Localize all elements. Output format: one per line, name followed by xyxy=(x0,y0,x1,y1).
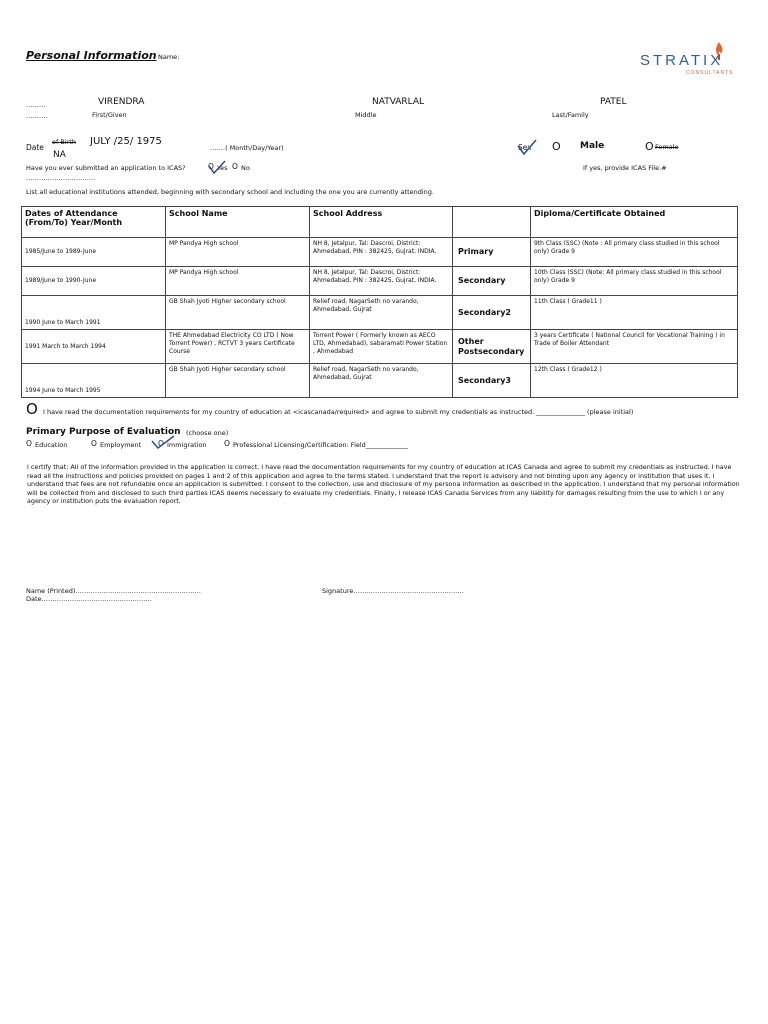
no-radio[interactable]: O xyxy=(232,162,238,171)
immigration-checkmark-icon xyxy=(150,435,176,451)
date-field[interactable]: Date…………………………………………… xyxy=(26,595,153,603)
cell-level: Secondary2 xyxy=(453,296,531,330)
dob-value[interactable]: JULY /25/ 1975 xyxy=(90,136,162,147)
birth-label: of Birth xyxy=(52,138,76,146)
purpose-hint: (choose one) xyxy=(186,429,229,437)
yes-radio[interactable]: O xyxy=(208,162,214,171)
immigration-radio[interactable]: O xyxy=(158,439,164,448)
cell-diploma[interactable]: 9th Class (SSC) (Note : All primary class studied in this school only) Grade 9 xyxy=(531,238,738,267)
page-title: Personal Information xyxy=(26,49,157,62)
cell-diploma[interactable]: 12th Class ( Grade12 ) xyxy=(531,364,738,398)
cell-address[interactable]: NH 8, Jetalpur, Tal: Dascroi, District: Ahmedabad, PIN : 382425, Gujrat, INDIA. xyxy=(310,238,453,267)
first-name-caption: First/Given xyxy=(92,111,127,119)
licensing-radio[interactable]: O xyxy=(224,439,230,448)
table-row xyxy=(22,364,738,398)
header-diploma: Diploma/Certificate Obtained xyxy=(531,207,738,238)
first-name-value[interactable]: VIRENDRA xyxy=(98,97,145,107)
na-value: NA xyxy=(53,150,66,160)
table-row xyxy=(22,267,738,296)
yes-label: Yes xyxy=(217,164,228,172)
table-header-row xyxy=(22,207,738,238)
purpose-title: Primary Purpose of Evaluation xyxy=(26,427,181,437)
docs-radio[interactable]: O xyxy=(26,400,38,418)
table-row xyxy=(22,330,738,364)
stratix-logo xyxy=(636,40,740,76)
header-school: School Name xyxy=(166,207,310,238)
middle-name-caption: Middle xyxy=(355,111,377,119)
cell-school[interactable]: MP Pandya High school xyxy=(166,238,310,267)
cell-level: Secondary3 xyxy=(453,364,531,398)
name-printed-field[interactable]: Name (Printed)…………………………………………………. xyxy=(26,587,201,595)
header-level xyxy=(453,207,531,238)
cell-level: Secondary xyxy=(453,267,531,296)
cell-dates[interactable]: 1989/June to 1990-June xyxy=(22,267,166,296)
cell-address[interactable]: NH 8, Jetalpur, Tal: Dascroi, District: Ahmedabad, PIN : 382425, Gujrat, INDIA. xyxy=(310,267,453,296)
dob-format-hint: …….( Month/Day/Year) xyxy=(210,144,284,152)
last-name-caption: Last/Family xyxy=(552,111,589,119)
cell-address[interactable]: Relief road, NagarSeth no varando, Ahmedabad, Gujrat xyxy=(310,364,453,398)
male-radio[interactable]: O xyxy=(552,140,561,153)
cell-address[interactable]: Torrent Power ( Formerly known as AECO LTD, Ahmedabad), sabaramati Power Station , Ahmedabad xyxy=(310,330,453,364)
cell-dates[interactable]: 1994 June to March 1995 xyxy=(22,364,166,398)
no-label: No xyxy=(241,164,250,172)
signature-field[interactable]: Signature…………………………………………… xyxy=(322,587,464,595)
header-address: School Address xyxy=(310,207,453,238)
cell-dates[interactable]: 1991 March to March 1994 xyxy=(22,330,166,364)
last-name-value[interactable]: PATEL xyxy=(600,97,627,107)
cell-school[interactable]: GB Shah Jyoti Higher secondary school xyxy=(166,296,310,330)
docs-statement: I have read the documentation requirements for my country of education at <icascanada/required> and agree to submit my credentials as instructed. _______________ (please initial) xyxy=(43,408,634,416)
immigration-label: Immigration xyxy=(167,441,207,449)
logo-name: STRATIX xyxy=(640,52,724,69)
cell-level: Primary xyxy=(453,238,531,267)
cell-dates[interactable]: 1985/June to 1989-June xyxy=(22,238,166,267)
date-label: Date xyxy=(26,143,44,152)
female-label: Female xyxy=(655,143,679,151)
sex-label: Sex xyxy=(518,143,532,152)
logo-sub: CONSULTANTS xyxy=(686,70,734,76)
sex-checkmark-icon xyxy=(516,138,538,158)
education-label: Education xyxy=(35,441,68,449)
name-dots-top: ……… xyxy=(26,101,46,109)
cell-address[interactable]: Relief road, NagarSeth no varando, Ahmedabad, Gujrat xyxy=(310,296,453,330)
cell-diploma[interactable]: 11th Class ( Grade11 ) xyxy=(531,296,738,330)
table-row xyxy=(22,296,738,330)
male-label: Male xyxy=(580,141,605,151)
cell-school[interactable]: GB Shah Jyoti Higher secondary school xyxy=(166,364,310,398)
cell-school[interactable]: THE Ahmedabad Electricity CO LTD ( Now Torrent Power) , RCTVT 3 years Certificate Course xyxy=(166,330,310,364)
middle-name-value[interactable]: NATVARLAL xyxy=(372,97,425,107)
cell-dates[interactable]: 1990 June to March 1991 xyxy=(22,296,166,330)
education-radio[interactable]: O xyxy=(26,439,32,448)
education-table xyxy=(21,206,738,398)
table-row xyxy=(22,238,738,267)
icas-dots: ………………………….. xyxy=(26,174,96,182)
cell-school[interactable]: MP Pandya High school xyxy=(166,267,310,296)
name-dots-bottom: ………. xyxy=(26,112,48,120)
female-radio[interactable]: O xyxy=(645,140,654,153)
icas-question: Have you ever submitted an application to ICAS? xyxy=(26,164,186,172)
icas-file-prompt: If yes, provide ICAS File.# xyxy=(583,164,667,172)
list-instruction: List all educational institutions attended, beginning with secondary school and including the one you are currently attending. xyxy=(26,188,434,196)
cell-diploma[interactable]: 10th Class (SSC) (Note: All primary class studied in this school only) Grade 9 xyxy=(531,267,738,296)
header-dates: Dates of Attendance (From/To) Year/Month xyxy=(22,207,166,238)
cell-diploma[interactable]: 3 years Certificate ( National Council for Vocational Training ) in Trade of Boiler Attendant xyxy=(531,330,738,364)
certify-paragraph: I certify that: All of the information provided in the application is correct. I have read the documentation requirements for my country of education at ICAS Canada and agree to submit my credentials as instructed. I have read all the instructions and policies provided on pages 1 and 2 of this application and agree to the terms stated. I understand that the report is advisory and not binding upon any agency or institution that uses it. I understand that fees are not refundable once an application is submitted. I consent to the collection, use and disclosure of my persona information as described in the application. I understand that my personal information will be collected from and disclosed to such third parties ICAS deems necessary to evaluate my credentials. Finally, I release ICAS Canada Services from any liability for damages resulting from the use to which I or any agency or institution puts the evaluation report. xyxy=(27,463,740,506)
employment-label: Employment xyxy=(100,441,142,449)
licensing-label: Professional Licensing/Certification: Field_____________ xyxy=(233,441,409,449)
employment-radio[interactable]: O xyxy=(91,439,97,448)
name-label: Name: xyxy=(158,53,180,61)
icas-checkmark-icon xyxy=(207,160,227,176)
cell-level: Other Postsecondary xyxy=(453,330,531,364)
